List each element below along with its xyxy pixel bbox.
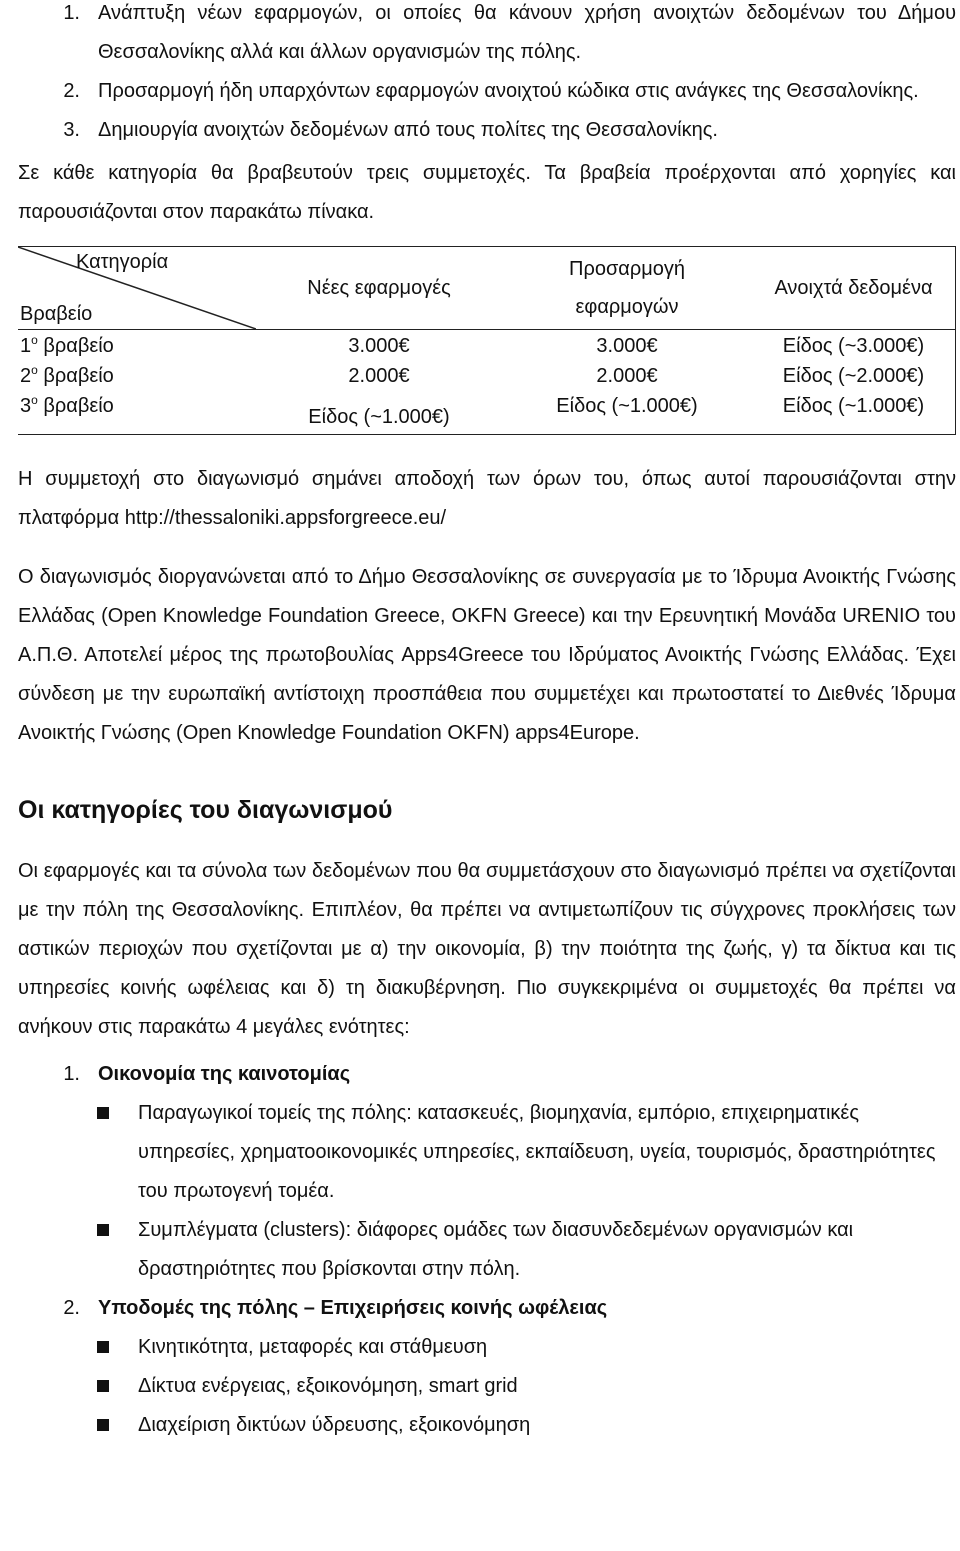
table-row bbox=[18, 360, 956, 390]
column-header-line: εφαρμογών bbox=[575, 296, 679, 318]
list-text: Ανάπτυξη νέων εφαρμογών, οι οποίες θα κάνουν χρήση ανοιχτών δεδομένων του Δήμου Θεσσαλονίκης αλλά και άλλων οργανισμών της πόλης. bbox=[98, 2, 956, 63]
square-bullet-icon bbox=[94, 1094, 138, 1211]
category-title: 1. Οικονομία της καινοτομίας bbox=[63, 1063, 351, 1085]
document-page bbox=[18, 0, 956, 1445]
row-label: $2^o$ βραβείο bbox=[20, 363, 114, 387]
prize-table bbox=[18, 246, 956, 435]
row-label: $3^o$ βραβείο bbox=[20, 393, 114, 417]
awards-paragraph: Σε κάθε κατηγορία θα βραβευτούν τρεις συμμετοχές. Τα βραβεία προέρχονται από χορηγίες και παρουσιάζονται στον παρακάτω πίνακα. bbox=[18, 162, 956, 223]
table-cell: Είδος (~1.000€) bbox=[556, 395, 698, 417]
bullet-item: Παραγωγικοί τομείς της πόλης: κατασκευές, βιομηχανία, εμπόριο, επιχειρηματικές υπηρεσίες, χρηματοοικονομικές υπηρεσίες, εκπαίδευση, υγεία, τουρισμός, δραστηριότητες του πρωτογενή τομέα. bbox=[18, 1094, 956, 1211]
bullet-item: Δίκτυα ενέργειας, εξοικονόμηση, smart grid bbox=[18, 1367, 956, 1406]
table-cell: Είδος (~1.000€) bbox=[752, 390, 956, 435]
table-cell: Είδος (~2.000€) bbox=[752, 360, 956, 390]
table-cell: 2.000€ bbox=[596, 365, 658, 387]
column-header-line: Προσαρμογή bbox=[569, 258, 685, 280]
corner-bottom-label: Βραβείο bbox=[20, 303, 93, 325]
table-corner-cell bbox=[18, 247, 256, 330]
square-bullet-icon bbox=[94, 1367, 138, 1406]
column-header: Νέες εφαρμογές bbox=[307, 277, 451, 299]
bullet-item: Διαχείριση δικτύων ύδρευσης, εξοικονόμηση bbox=[18, 1406, 956, 1445]
bullet-item: Συμπλέγματα (clusters): διάφορες ομάδες των διασυνδεδεμένων οργανισμών και δραστηριότητες που βρίσκονται στην πόλη. bbox=[18, 1211, 956, 1289]
table-cell: Είδος (~1.000€) bbox=[308, 406, 450, 428]
list-number: 1. bbox=[63, 2, 80, 24]
list-number: 3. bbox=[63, 119, 80, 141]
square-bullet-icon bbox=[94, 1328, 138, 1367]
prize-table-wrap bbox=[18, 246, 956, 435]
list-item bbox=[18, 72, 956, 111]
square-bullet-icon bbox=[94, 1211, 138, 1289]
table-row bbox=[18, 330, 956, 361]
bullet-item: Κινητικότητα, μεταφορές και στάθμευση bbox=[18, 1328, 956, 1367]
table-cell: Είδος (~3.000€) bbox=[752, 330, 956, 361]
table-cell: 3.000€ bbox=[348, 335, 410, 357]
categories-paragraph: Οι εφαρμογές και τα σύνολα των δεδομένων που θα συμμετάσχουν στο διαγωνισμό πρέπει να σχετίζονται με την πόλη της Θεσσαλονίκης. Επιπλέον, θα πρέπει να αντιμετωπίζουν τις σύγχρονες προκλήσεις των αστικών περιοχών που σχετίζονται με α) την οικονομία, β) την ποιότητα της ζωής, γ) τα δίκτυα και τις υπηρεσίες κοινής ωφέλειας και δ) τη διακυβέρνηση. Πιο συγκεκριμένα οι συμμετοχές θα πρέπει να ανήκουν στις παρακάτω 4 μεγάλες ενότητες: bbox=[18, 860, 956, 1038]
categories-list bbox=[18, 1055, 956, 1445]
table-cell: 2.000€ bbox=[348, 365, 410, 387]
category-title: 2. Υποδομές της πόλης – Επιχειρήσεις κοινής ωφέλειας bbox=[63, 1297, 608, 1319]
column-header: Ανοιχτά δεδομένα bbox=[752, 247, 956, 330]
table-cell: 3.000€ bbox=[596, 335, 658, 357]
list-text: Δημιουργία ανοιχτών δεδομένων από τους πολίτες της Θεσσαλονίκης. bbox=[98, 119, 718, 141]
list-number: 2. bbox=[63, 80, 80, 102]
categories-heading: Οι κατηγορίες του διαγωνισμού bbox=[18, 796, 393, 824]
table-row bbox=[18, 390, 956, 435]
participation-paragraph: Η συμμετοχή στο διαγωνισμό σημάνει αποδοχή των όρων του, όπως αυτοί παρουσιάζονται στην πλατφόρμα http://thessaloniki.appsforgreece.eu/ bbox=[18, 468, 956, 529]
row-label: $1^o$ βραβείο bbox=[20, 333, 114, 357]
list-text: Προσαρμογή ήδη υπαρχόντων εφαρμογών ανοιχτού κώδικα στις ανάγκες της Θεσσαλονίκης. bbox=[98, 80, 919, 102]
organizer-paragraph: Ο διαγωνισμός διοργανώνεται από το Δήμο Θεσσαλονίκης σε συνεργασία με το Ίδρυμα Ανοικτής Γνώσης Ελλάδας (Open Knowledge Foundation Greece, OKFN Greece) και την Ερευνητική Μονάδα URENIO του Α.Π.Θ. Αποτελεί μέρος της πρωτοβουλίας Apps4Greece του Ιδρύματος Ανοικτής Γνώσης Ελλάδας. Έχει σύνδεση με την ευρωπαϊκή αντίστοιχη προσπάθεια που συμμετέχει και πρωτοστατεί το Διεθνές Ίδρυμα Ανοικτής Γνώσης (Open Knowledge Foundation OKFN) apps4Europe. bbox=[18, 566, 956, 744]
list-item bbox=[18, 0, 956, 72]
intro-list bbox=[18, 0, 956, 150]
square-bullet-icon bbox=[94, 1406, 138, 1445]
list-item bbox=[18, 111, 956, 150]
corner-top-label: Κατηγορία bbox=[76, 251, 169, 273]
column-header bbox=[502, 247, 752, 330]
